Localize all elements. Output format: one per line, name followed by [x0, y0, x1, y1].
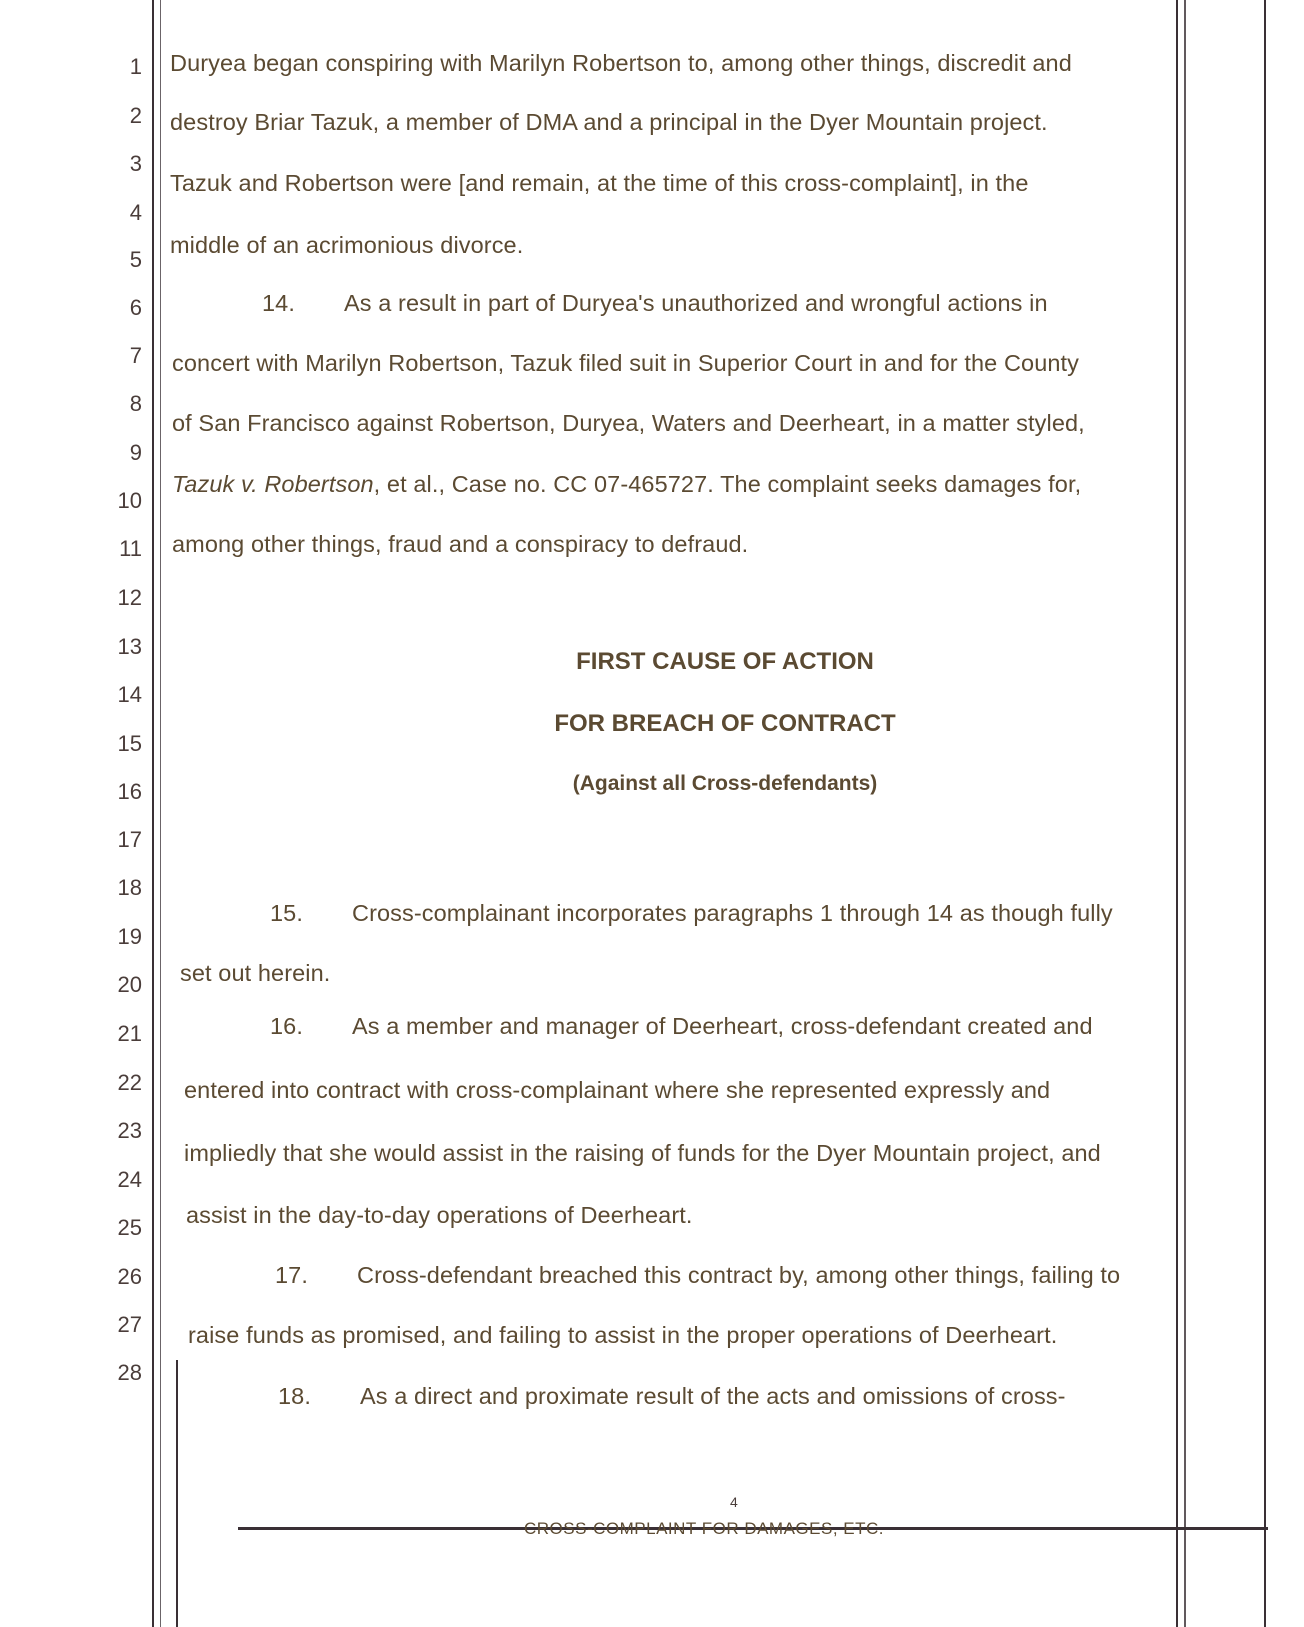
cause-of-action-parties: (Against all Cross-defendants): [572, 772, 878, 795]
paragraph-17-first-line: [275, 1262, 1120, 1289]
line-number: 22: [117, 1070, 142, 1095]
paragraph-16-first-line: [270, 1013, 1093, 1040]
body-text: Cross-defendant breached this contract by, among other things, failing to: [357, 1262, 1121, 1288]
line-number: 19: [117, 924, 142, 949]
body-text: Cross-complainant incorporates paragraphs 1 through 14 as though fully: [352, 900, 1113, 926]
line-number: 6: [129, 295, 142, 320]
paragraph-15-first-line: [270, 900, 1113, 927]
line-number: 5: [129, 247, 142, 272]
body-text-line: Duryea began conspiring with Marilyn Robertson to, among other things, discredit and: [170, 50, 1072, 76]
line-numbers: [0, 0, 150, 1627]
body-text-line: destroy Briar Tazuk, a member of DMA and a principal in the Dyer Mountain project.: [170, 109, 1048, 135]
body-text: As a member and manager of Deerheart, cross-defendant created and: [352, 1013, 1093, 1039]
left-margin-rule: [152, 0, 154, 1627]
paragraph-number: 17.: [275, 1262, 308, 1288]
line-number: 13: [117, 634, 142, 659]
line-number: 20: [117, 972, 142, 997]
line-number: 10: [117, 488, 142, 513]
line-number: 11: [119, 536, 142, 561]
line-number: 7: [129, 343, 142, 368]
line-number: 21: [117, 1021, 142, 1046]
body-text: , et al., Case no. CC 07-465727. The complaint seeks damages for,: [373, 471, 1082, 497]
line-number: 16: [117, 779, 142, 804]
line-number: 17: [117, 827, 142, 852]
line-number: 23: [117, 1118, 142, 1143]
left-margin-rule-bottom: [176, 1360, 178, 1627]
paragraph-number: 15.: [270, 900, 303, 926]
right-edge-rule: [1264, 0, 1266, 1627]
line-number: 2: [129, 103, 142, 128]
cause-of-action-heading: FIRST CAUSE OF ACTION: [576, 648, 874, 675]
cause-of-action-subheading: FOR BREACH OF CONTRACT: [554, 710, 896, 737]
paragraph-18-first-line: [278, 1383, 1066, 1410]
line-number: 3: [129, 151, 142, 176]
right-margin-rule-inner: [1184, 0, 1186, 1627]
line-number: 1: [129, 54, 142, 79]
line-number: 25: [117, 1215, 142, 1240]
body-text-line: Tazuk and Robertson were [and remain, at the time of this cross-complaint], in the: [170, 170, 1029, 196]
paragraph-14-first-line: [262, 290, 1048, 317]
body-text-line: among other things, fraud and a conspiracy to defraud.: [172, 531, 749, 557]
body-text-line: impliedly that she would assist in the raising of funds for the Dyer Mountain project, and: [184, 1140, 1101, 1166]
body-text-line: of San Francisco against Robertson, Duryea, Waters and Deerheart, in a matter styled,: [172, 410, 1085, 436]
line-number: 15: [117, 731, 142, 756]
page-number: 4: [730, 1494, 738, 1510]
right-margin-rule: [1176, 0, 1178, 1627]
body-text-line: entered into contract with cross-complainant where she represented expressly and: [184, 1077, 1051, 1103]
line-number: 14: [117, 682, 142, 707]
line-number: 27: [117, 1312, 142, 1337]
line-number: 8: [129, 391, 142, 416]
line-number: 28: [117, 1360, 142, 1385]
line-number: 26: [117, 1264, 142, 1289]
line-number: 18: [117, 875, 142, 900]
line-number: 9: [129, 440, 142, 465]
body-text-line: assist in the day-to-day operations of Deerheart.: [186, 1202, 693, 1228]
body-text-line: raise funds as promised, and failing to assist in the proper operations of Deerheart.: [188, 1322, 1058, 1348]
line-number: 4: [129, 200, 142, 225]
body-text-line: concert with Marilyn Robertson, Tazuk filed suit in Superior Court in and for the County: [172, 350, 1080, 376]
left-margin-rule-inner: [160, 0, 161, 1627]
line-number: 12: [117, 585, 142, 610]
body-text: As a result in part of Duryea's unauthorized and wrongful actions in: [344, 290, 1048, 316]
line-number: 24: [117, 1167, 142, 1192]
paragraph-number: 16.: [270, 1013, 303, 1039]
footer-document-title: CROSS-COMPLAINT FOR DAMAGES, ETC.: [524, 1519, 885, 1538]
body-text-line-case-citation: [172, 471, 1081, 498]
body-text-line: middle of an acrimonious divorce.: [170, 232, 524, 258]
paragraph-number: 14.: [262, 290, 295, 316]
body-text: As a direct and proximate result of the acts and omissions of cross-: [360, 1383, 1066, 1409]
body-text-line: set out herein.: [180, 960, 331, 986]
case-name: Tazuk v. Robertson: [172, 471, 374, 497]
paragraph-number: 18.: [278, 1383, 311, 1409]
